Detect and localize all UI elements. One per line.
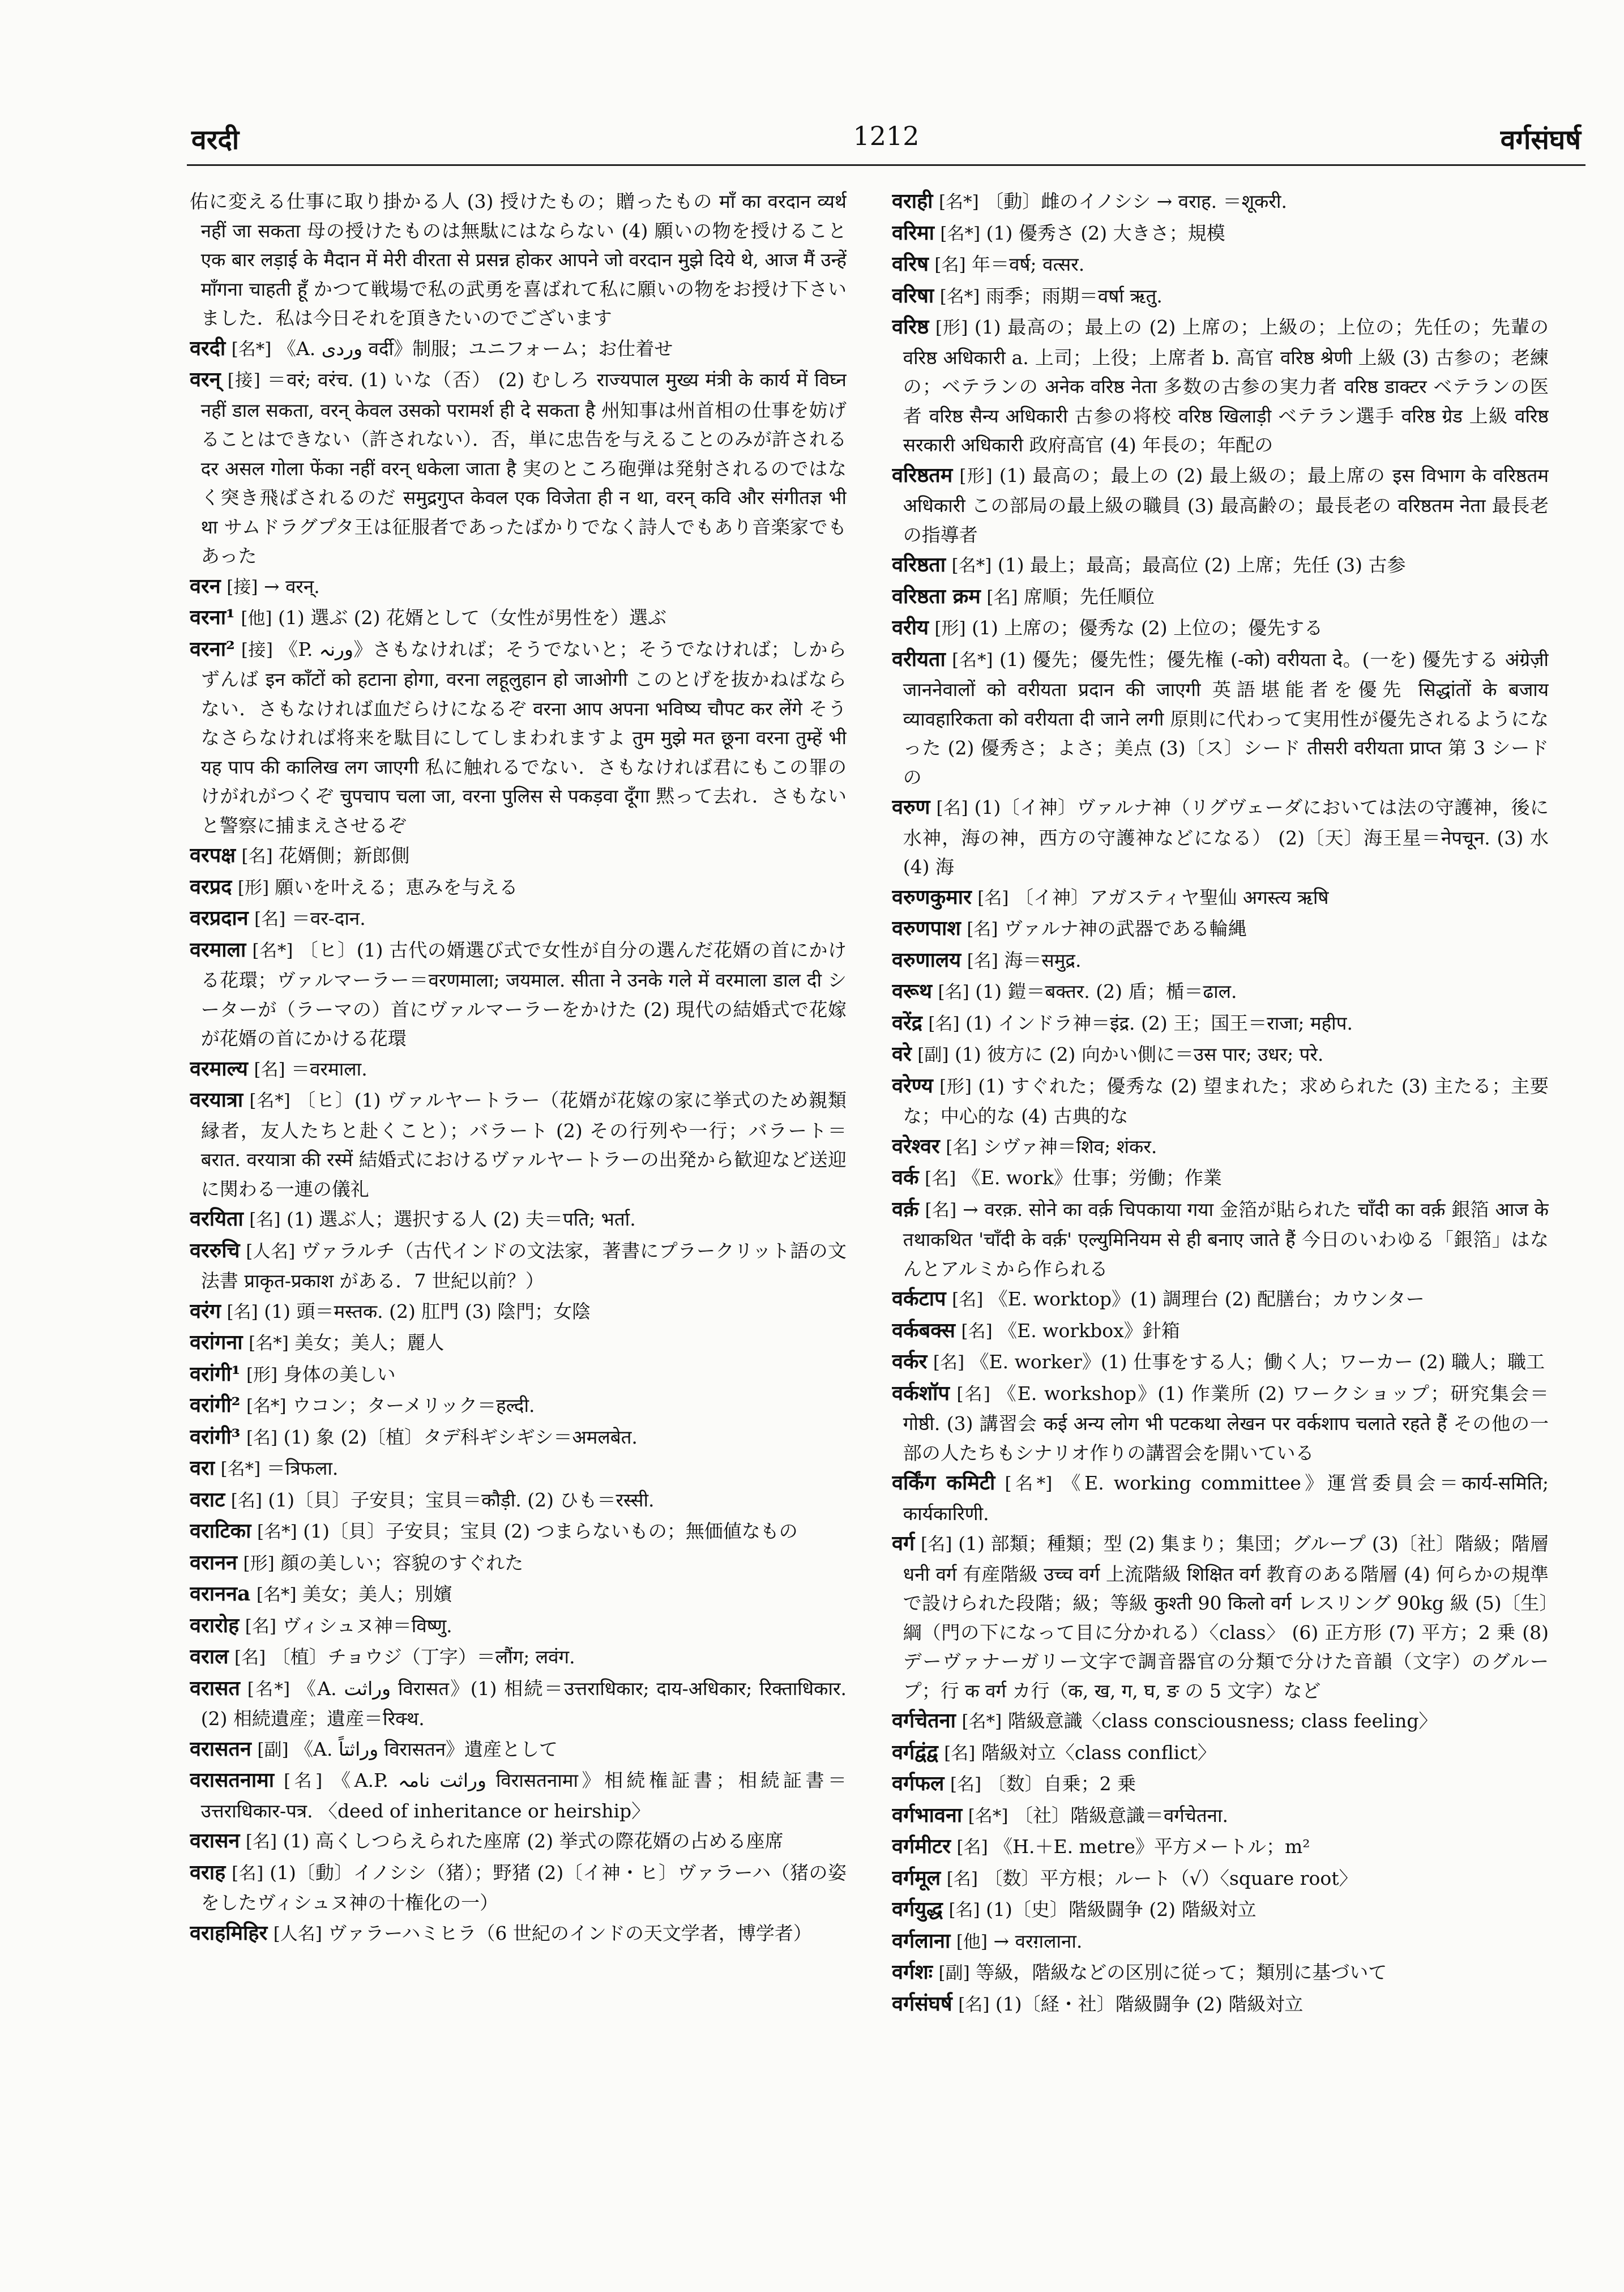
entry-part-of-speech: [名*]: [249, 1333, 289, 1354]
dictionary-entry: [892, 1895, 1549, 1926]
entry-headword: वर्गफल: [892, 1772, 945, 1795]
entry-part-of-speech: [名]: [948, 1900, 980, 1920]
dictionary-entry: [190, 1548, 847, 1579]
entry-definition: ヴァルナ神の武器である輪縄: [1004, 917, 1247, 940]
entry-definition: 階級対立〈class conflict〉: [981, 1741, 1216, 1764]
entry-headword: वर्क़: [892, 1197, 919, 1221]
entry-definition: 〔ヒ〕(1) ヴァルヤートラー（花婿が花嫁の家に挙式のため親類縁者，友人たちと赴くこと）；バラート (2) その行列や一行；バラート＝बरात. वरयात्रा की रस्में 結婚式におけるヴァルヤートラーの出発から歓迎など送迎に関わる一連の儀礼: [200, 1089, 847, 1200]
entry-definition: 《E. workbox》針箱: [998, 1319, 1180, 1342]
dictionary-entry: [190, 904, 847, 934]
entry-part-of-speech: [名]: [956, 1384, 990, 1405]
entry-part-of-speech: [名]: [986, 587, 1018, 608]
entry-definition: 年＝वर्ष; वत्सर.: [972, 253, 1085, 275]
entry-headword: वराट: [190, 1487, 225, 1512]
entry-part-of-speech: [他]: [956, 1931, 988, 1952]
dictionary-entry: [892, 914, 1549, 945]
entry-definition: 佑に変える仕事に取り掛かる人 (3) 授けたもの；贈ったもの माँ का वरदान व्यर्थ नहीं जा सकता 母の授けたものは無駄にはならない (4) 願いの物を授けること एक बार लड़ाई के मैदान में मेरी वीरता से प्रसन्न होकर आपने जो वरदान मुझे दिये थे, आज मैं उन्हें माँगना चाहती हूँ かつて戦場で私の武勇を喜ばれて私に願いの物をお授け下さいました．私は今日それを頂きたいのでございます: [190, 190, 847, 329]
entry-part-of-speech: [名]: [245, 1832, 277, 1852]
entry-headword: वरिष्ठता क्रम: [892, 584, 981, 608]
dictionary-entry: [892, 461, 1549, 550]
entry-part-of-speech: [名]: [956, 1837, 988, 1858]
entry-definition: ＝वर-दान.: [291, 907, 366, 929]
dictionary-entry: [190, 1328, 847, 1359]
entry-part-of-speech: [形]: [243, 1553, 275, 1574]
entry-definition: シヴァ神＝शिव; शंकर.: [982, 1135, 1157, 1158]
entry-headword: वरप्रद: [190, 874, 232, 899]
dictionary-entry: [190, 1086, 847, 1203]
entry-headword: वरासतन: [190, 1736, 251, 1761]
dictionary-entry: [190, 1919, 847, 1949]
entry-part-of-speech: [名*]: [257, 1522, 297, 1542]
dictionary-entry: [190, 841, 847, 872]
entry-definition: (1) 彼方に (2) 向かい側に＝उस पार; उधर; परे.: [954, 1043, 1324, 1065]
entry-definition: 《E. work》仕事；労働；作業: [961, 1167, 1222, 1189]
entry-headword: वर्गमीटर: [892, 1834, 951, 1858]
entry-definition: 《P. ورنہ》さもなければ；そうでないと；そうでなければ；しからずんば इन काँटों को हटाना होगा, वरना लहूलुहान हो जाओगी このとげを抜かねばならない．さもなければ血だらけになるぞ वरना आप अपना भविष्य चौपट कर लेंगे そうなさらなければ将来を駄目にしてしまわれますよ तुम मुझे मत छूना वरना तुम्हें भी यह पाप की कालिख लग जाएगी 私に触れるでない．さもなければ君にもこの罪のけがれがつくぞ चुपचाप चला जा, वरना पुलिस से पकड़वा दूँगा 黙って去れ．さもないと警察に捕まえさせるぞ: [200, 638, 847, 836]
entry-part-of-speech: [名]: [967, 950, 998, 971]
entry-headword: वर्गयुद्ध: [892, 1897, 943, 1921]
entry-headword: वरिष्ठ: [892, 315, 929, 339]
entry-headword: वर्कबक्स: [892, 1318, 955, 1342]
entry-part-of-speech: [名*]: [961, 1711, 1002, 1732]
dictionary-entry: [190, 1735, 847, 1765]
entry-part-of-speech: [名]: [254, 909, 286, 929]
dictionary-entry: [190, 1611, 847, 1642]
entry-definition: 願いを叶える；恵みを与える: [275, 876, 518, 898]
dictionary-entry: [190, 873, 847, 903]
dictionary-entry: [190, 1674, 847, 1734]
entry-part-of-speech: [名]: [925, 1200, 957, 1220]
entry-headword: वरना¹: [190, 605, 235, 629]
entry-headword: वराटिका: [190, 1519, 251, 1543]
entry-definition: 等級，階級などの区別に従って；類別に基づいて: [976, 1961, 1387, 1983]
dictionary-entry: [892, 281, 1549, 312]
dictionary-entry: [190, 1423, 847, 1453]
dictionary-entry: [190, 1205, 847, 1235]
entry-headword: वराल: [190, 1645, 229, 1668]
entry-definition: (1) 優秀さ (2) 大きさ；規模: [986, 221, 1225, 244]
dictionary-entry: [892, 883, 1549, 914]
entry-headword: वरमाल्य: [190, 1056, 248, 1081]
entry-headword: वर्गद्वंद्व: [892, 1740, 938, 1764]
entry-part-of-speech: [副]: [938, 1963, 970, 1983]
entry-part-of-speech: [名]: [245, 1616, 276, 1637]
entry-part-of-speech: [名]: [226, 1301, 258, 1322]
entry-part-of-speech: [名*]: [247, 1679, 290, 1700]
entry-definition: ヴァラルチ（古代インドの文法家，著書にプラークリット語の文法書 प्राकृत-प्रकाश がある．7 世紀以前？）: [200, 1239, 847, 1292]
entry-definition: 《A.P. وراثت نامہ विरासतनामा》相続権証書；相続証書＝उत्तराधिकार-पत्र. 〈deed of inheritance or heirship〉: [200, 1769, 847, 1822]
entry-definition: 《A. وردی वर्दी》制服；ユニフォーム；お仕着せ: [277, 337, 673, 360]
entry-part-of-speech: [名]: [958, 1994, 990, 2015]
entry-part-of-speech: [接]: [226, 577, 258, 597]
entry-definition: (1) 最上；最高；最高位 (2) 上席；先任 (3) 古参: [997, 554, 1406, 576]
entry-part-of-speech: [形]: [934, 618, 966, 639]
entry-headword: वरा: [190, 1456, 215, 1480]
entry-part-of-speech: [人名]: [273, 1923, 322, 1944]
entry-headword: वरमाला: [190, 937, 246, 962]
dictionary-entry: [892, 187, 1549, 217]
entry-part-of-speech: [名*]: [939, 286, 980, 307]
entry-part-of-speech: [名*]: [252, 940, 293, 961]
entry-part-of-speech: [名]: [934, 255, 966, 275]
entry-part-of-speech: [名]: [920, 1534, 952, 1555]
entry-headword: वरानन: [190, 1550, 238, 1574]
entry-part-of-speech: [名]: [234, 1647, 266, 1668]
entry-headword: वरंग: [190, 1299, 221, 1323]
entry-headword: वराह: [190, 1860, 226, 1884]
entry-part-of-speech: [他]: [241, 608, 272, 629]
entry-headword: वरुणकुमार: [892, 885, 972, 909]
entry-definition: ＝वरमाला.: [291, 1057, 367, 1080]
entry-part-of-speech: [名]: [946, 1868, 978, 1889]
entry-definition: 《E. worktop》(1) 調理台 (2) 配膳台；カウンター: [989, 1288, 1425, 1310]
running-head-right: वर्गसंघर्ष: [1500, 124, 1581, 156]
entry-definition: → वरन्.: [263, 575, 320, 597]
entry-part-of-speech: [名*]: [249, 1091, 290, 1111]
entry-definition: 階級意識〈class consciousness; class feeling〉: [1007, 1710, 1438, 1732]
entry-headword: वरयिता: [190, 1207, 243, 1231]
entry-definition: 海＝समुद्र.: [1004, 949, 1082, 971]
entry-definition: (1) 最高の；最上の (2) 上席の；上級の；上位の；先任の；先輩の वरिष्ठ अधिकारी a. 上司；上役；上席者 b. 高官 वरिष्ठ श्रेणी 上級 (3) 古参の；老練の；ベテランの अनेक वरिष्ठ नेता 多数の古参の実力者 वरिष्ठ डाक्टर ベテランの医者 वरिष्ठ सैन्य अधिकारी 古参の将校 वरिष्ठ खिलाड़ी ベテラン選手 वरिष्ठ ग्रेड 上級 वरिष्ठ सरकारी अधिकारी 政府高官 (4) 年長の；年配の: [903, 316, 1549, 456]
entry-part-of-speech: [名*]: [952, 650, 993, 671]
entry-headword: वरदी: [190, 336, 226, 360]
entry-definition: 美女；美人；麗人: [294, 1331, 445, 1354]
entry-part-of-speech: [副]: [917, 1045, 949, 1065]
entry-definition: (1) 頭＝मस्तक. (2) 肛門 (3) 陰門；女陰: [264, 1300, 591, 1322]
entry-headword: वरयात्रा: [190, 1088, 243, 1112]
entry-headword: वरांगी²: [190, 1393, 241, 1417]
dictionary-entry: [892, 977, 1549, 1008]
dictionary-entry: [892, 1316, 1549, 1347]
dictionary-entry: [892, 645, 1549, 792]
entry-definition: 〔動〕雌のイノシシ → वराह. ＝शूकरी.: [985, 190, 1287, 212]
dictionary-entry: [190, 1766, 847, 1825]
entry-definition: 〔社〕階級意識＝वर्गचेतना.: [1014, 1804, 1228, 1826]
entry-headword: वरिष: [892, 252, 929, 276]
dictionary-entry: [892, 1009, 1549, 1039]
entry-definition: (1)〔貝〕子安貝；宝貝 (2) つまらないもの；無価値なもの: [303, 1520, 798, 1542]
entry-headword: वरेण्य: [892, 1073, 933, 1098]
dictionary-entry: [892, 1469, 1549, 1528]
entry-definition: (1) 最高の；最上の (2) 最上級の；最上席の इस विभाग के वरिष्ठतम अधिकारी この部局の最上級の職員 (3) 最高齢の；最長老の वरिष्ठतम नेता 最長老の指導者: [903, 464, 1549, 546]
entry-headword: वरे: [892, 1042, 912, 1066]
entry-headword: वर्किंग कमिटी: [892, 1471, 995, 1495]
entry-headword: वरेंद्र: [892, 1010, 922, 1035]
entry-headword: वररुचि: [190, 1238, 240, 1262]
entry-part-of-speech: [名*]: [939, 192, 979, 212]
dictionary-entry: [892, 550, 1549, 581]
dictionary-entry: [892, 1738, 1549, 1769]
dictionary-entry: [892, 1132, 1549, 1163]
dictionary-entry: [190, 334, 847, 365]
dictionary-entry: [892, 250, 1549, 280]
entry-headword: वरुण: [892, 795, 930, 819]
dictionary-entry: [892, 1284, 1549, 1315]
entry-definition: → वरग़लाना.: [993, 1930, 1083, 1952]
right-column: [892, 187, 1549, 2248]
entry-headword: वरासतनामा: [190, 1768, 275, 1792]
dictionary-entry: [190, 187, 847, 333]
dictionary-entry: [892, 1529, 1549, 1705]
entry-definition: 〔数〕自乗；2 乗: [987, 1773, 1136, 1795]
dictionary-entry: [892, 1163, 1549, 1194]
entry-definition: (1)〔経・社〕階級闘争 (2) 階級対立: [995, 1992, 1304, 2015]
entry-part-of-speech: [副]: [257, 1739, 289, 1760]
dictionary-entry: [892, 1832, 1549, 1863]
entry-part-of-speech: [名]: [977, 887, 1009, 908]
dictionary-entry: [892, 1347, 1549, 1378]
entry-part-of-speech: [名]: [946, 1137, 977, 1158]
dictionary-entry: [892, 1927, 1549, 1957]
entry-definition: 《E. working committee》運営委員会＝कार्य-समिति; कार्यकारिणी.: [903, 1472, 1549, 1525]
dictionary-entry: [190, 1642, 847, 1673]
running-head-left: वरदी: [191, 124, 240, 156]
dictionary-entry: [190, 1580, 847, 1610]
entry-definition: (1)〔イ神〕ヴァルナ神（リグヴェーダにおいては法の守護神，後に水神，海の神，西方の守護神などになる） (2)〔天〕海王星＝नेपचून. (3) 水 (4) 海: [903, 796, 1549, 878]
entry-definition: 《A. وراثتاً विरासतन》遺産として: [294, 1738, 558, 1760]
entry-headword: वरांगना: [190, 1330, 243, 1354]
entry-part-of-speech: [名*]: [951, 556, 992, 576]
entry-definition: 〔ヒ〕(1) 古代の婿選び式で女性が自分の選んだ花婿の首にかける花環；ヴァルマーラー＝वरणमाला; जयमाल. सीता ने उनके गले में वरमाला डाल दी シーターが（ラーマの）首にヴァルマーラーをかけた (2) 現代の結婚式で花嫁が花婿の首にかける花環: [200, 938, 847, 1049]
dictionary-entry: [892, 219, 1549, 249]
entry-definition: (1) 部類；種類；型 (2) 集まり；集団；グループ (3)〔社〕階級；階層 धनी वर्ग 有産階級 उच्च वर्ग 上流階級 शिक्षित वर्ग 教育のある階層 (4) 何らかの規準で設けられた段階；級；等級 कुश्ती 90 किलो वर्ग レスリング 90kg 級 (5)〔生〕綱（門の下になって目に分かれる）〈class〉 (6) 正方形 (7) 平方；2 乗 (8) デーヴァナーガリー文字で調音器官の分類で分けた音韻（文字）のグループ；行 क वर्ग カ行（क, ख, ग, घ, ङ の 5 文字）など: [903, 1533, 1549, 1702]
dictionary-entry: [892, 1379, 1549, 1468]
entry-part-of-speech: [名]: [246, 1427, 278, 1448]
entry-headword: वरना²: [190, 637, 235, 661]
entry-definition: (1) インドラ神＝इंद्र. (2) 王；国王＝राजा; महीप.: [965, 1011, 1353, 1034]
dictionary-entry: [190, 1236, 847, 1296]
entry-definition: (1) 選ぶ人；選択する人 (2) 夫＝पति; भर्ता.: [287, 1208, 636, 1230]
entry-part-of-speech: [名]: [925, 1168, 956, 1189]
entry-part-of-speech: [名*]: [940, 223, 981, 244]
entry-headword: वरीय: [892, 616, 929, 639]
entry-part-of-speech: [名*]: [220, 1459, 261, 1479]
entry-definition: 花婿側；新郎側: [279, 844, 410, 867]
entry-headword: वरांगी³: [190, 1424, 241, 1449]
entry-headword: वरप्रदान: [190, 906, 249, 930]
entry-definition: 《E. workshop》(1) 作業所 (2) ワークショップ；研究集会＝गोष्ठी. (3) 講習会 कई अन्य लोग भी पटकथा लेखन पर वर्कशाप चलाते रहते हैं その他の一部の人たちもシナリオ作りの講習会を開いている: [903, 1382, 1549, 1464]
entry-headword: वर्कशॉप: [892, 1381, 950, 1405]
entry-definition: (1) 上席の；優秀な (2) 上位の；優先する: [972, 617, 1323, 639]
entry-part-of-speech: [人名]: [246, 1241, 296, 1262]
entry-part-of-speech: [名]: [952, 1290, 984, 1310]
entry-definition: 《E. worker》(1) 仕事をする人；働く人；ワーカー (2) 職人；職工: [970, 1351, 1545, 1373]
entry-part-of-speech: [形]: [237, 877, 270, 898]
dictionary-entry: [190, 1391, 847, 1422]
header-divider: [187, 164, 1585, 166]
dictionary-entry: [190, 1858, 847, 1918]
entry-definition: 〔イ神〕アガスティヤ聖仙 अगस्त्य ऋषि: [1015, 886, 1329, 908]
dictionary-entry: [190, 1055, 847, 1085]
entry-part-of-speech: [名]: [961, 1321, 993, 1342]
entry-definition: ヴィシュヌ神＝विष्णु.: [282, 1614, 452, 1637]
entry-definition: ＝त्रिफला.: [266, 1457, 339, 1479]
dictionary-entry: [190, 1454, 847, 1484]
entry-part-of-speech: [名]: [933, 1352, 965, 1373]
dictionary-entry: [190, 365, 847, 571]
entry-definition: (1)〔史〕階級闘争 (2) 階級対立: [986, 1898, 1257, 1920]
entry-headword: वर्गशः: [892, 1960, 933, 1984]
dictionary-entry: [190, 1297, 847, 1328]
dictionary-entry: [190, 936, 847, 1053]
entry-headword: वरिष्ठतम: [892, 463, 953, 487]
entry-definition: (1)〔貝〕子安貝；宝貝＝कौड़ी. (2) ひも＝रस्सी.: [268, 1488, 655, 1511]
entry-definition: (1)〔動〕イノシシ（猪）；野猪 (2)〔イ神・ヒ〕ヴァラーハ（猪の姿をしたヴィシュヌ神の十権化の一）: [200, 1861, 847, 1914]
entry-headword: वरासत: [190, 1676, 240, 1700]
entry-definition: 《H.＋E. metre》平方メートル；m²: [994, 1836, 1310, 1858]
dictionary-entry: [190, 1486, 847, 1516]
entry-definition: 席順；先任順位: [1024, 585, 1155, 608]
entry-headword: वरांगी¹: [190, 1361, 241, 1386]
entry-definition: 《A. وراثت विरासत》(1) 相続＝उत्तराधिकार; दाय-अधिकार; रिक्ताधिकार. (2) 相続遺産；遺産＝रिक्थ.: [200, 1677, 847, 1730]
entry-part-of-speech: [接]: [241, 639, 273, 660]
entry-headword: वरन: [190, 574, 221, 598]
entry-part-of-speech: [名]: [944, 1743, 976, 1764]
entry-definition: → वरक़. सोने का वर्क़ चिपकाया गया 金箔が貼られた चाँदी का वर्क़ 銀箔 आज के तथाकथित 'चाँदी के वर्क़' एल्युमिनियम से ही बनाए जाते हैं 今日のいわゆる「銀箔」はなんとアルミから作られる: [903, 1198, 1549, 1280]
entry-headword: वरारोह: [190, 1613, 240, 1637]
entry-headword: वरन्: [190, 368, 221, 391]
entry-part-of-speech: [名]: [249, 1210, 281, 1230]
dictionary-entry: [892, 1072, 1549, 1131]
entry-headword: वरुणालय: [892, 947, 961, 972]
entry-headword: वरासन: [190, 1829, 240, 1853]
entry-part-of-speech: [形]: [935, 318, 968, 338]
entry-headword: वर्क: [892, 1166, 919, 1189]
entry-headword: वराहमिहिर: [190, 1920, 268, 1945]
dictionary-entry: [892, 582, 1549, 613]
dictionary-entry: [190, 1360, 847, 1390]
page-number: 1212: [853, 121, 920, 151]
entry-headword: वर्कर: [892, 1350, 928, 1373]
dictionary-entry: [892, 1195, 1549, 1284]
entry-headword: वराननa: [190, 1582, 251, 1606]
entry-definition: ウコン；ターメリック＝हल्दी.: [292, 1394, 535, 1416]
entry-definition: (1) 鎧＝बक्तर. (2) 盾；楯＝ढाल.: [975, 980, 1237, 1002]
entry-headword: वर्गलाना: [892, 1928, 951, 1953]
entry-headword: वर्ग: [892, 1531, 915, 1555]
dictionary-entry: [892, 1958, 1549, 1988]
entry-part-of-speech: [名]: [950, 1774, 982, 1795]
dictionary-entry: [892, 946, 1549, 976]
entry-headword: वरीयता: [892, 647, 946, 671]
entry-part-of-speech: [名*]: [256, 1585, 297, 1605]
entry-part-of-speech: [名*]: [246, 1396, 287, 1416]
entry-headword: वर्गचेतना: [892, 1709, 956, 1732]
entry-definition: 身体の美しい: [283, 1363, 396, 1385]
entry-headword: वर्गमूल: [892, 1866, 941, 1890]
entry-part-of-speech: [接]: [227, 370, 260, 391]
entry-headword: वर्गसंघर्ष: [892, 1991, 952, 2016]
entry-definition: (1) 優先；優先性；優先権 (-को) वरीयता दे。(一を) 優先する अंग्रेज़ी जाननेवालों को वरीयता प्रदान की जाएगी 英語堪能者を優先 सिद्धांतों के बजाय व्यावहारिकता को वरीयता दी जाने लगी 原則に代わって実用性が優先されるようになった (2) 優秀さ；よさ；美点 (3)〔ス〕シード तीसरी वरीयता प्राप्त 第 3 シードの: [903, 648, 1549, 788]
entry-part-of-speech: [名*]: [1005, 1474, 1053, 1494]
page-header: [187, 116, 1585, 156]
dictionary-entry: [892, 1990, 1549, 2020]
entry-headword: वरिष्ठता: [892, 553, 946, 577]
entry-part-of-speech: [名*]: [231, 339, 272, 360]
entry-headword: वरपक्ष: [190, 843, 236, 867]
dictionary-entry: [892, 313, 1549, 460]
dictionary-entry: [892, 613, 1549, 644]
entry-definition: 〔数〕平方根；ルート（√）〈square root〉: [984, 1867, 1358, 1889]
entry-part-of-speech: [名]: [232, 1863, 264, 1884]
entry-definition: 美女；美人；別嬪: [302, 1583, 452, 1605]
dictionary-entry: [892, 1769, 1549, 1800]
dictionary-entry: [190, 1517, 847, 1547]
entry-headword: वरूथ: [892, 979, 932, 1003]
entry-headword: वरेश्वर: [892, 1134, 940, 1158]
entry-definition: ＝वरं; वरंच. (1) いな（否） (2) むしろ राज्यपाल मुख्य मंत्री के कार्य में विघ्न नहीं डाल सकता, वरन् केवल उसको परामर्श ही दे सकता है 州知事は州首相の仕事を妨げることはできない（許されない）．否，単に忠告を与えることのみが許される दर असल गोला फेंका नहीं वरन् धकेला जाता है 実のところ砲弾は発射されるのではなく突き飛ばされるのだ समुद्रगुप्त केवल एक विजेता ही न था, वरन् कवि और संगीतज्ञ भी था サムドラグプタ王は征服者であったばかりでなく詩人でもあり音楽家でもあった: [200, 369, 847, 567]
entry-part-of-speech: [形]: [939, 1076, 972, 1097]
entry-headword: वर्गभावना: [892, 1803, 963, 1827]
entry-definition: (1) 選ぶ (2) 花婿として（女性が男性を）選ぶ: [278, 607, 666, 629]
dictionary-entry: [190, 635, 847, 840]
entry-headword: वरिषा: [892, 283, 934, 308]
entry-definition: (1) 高くしつらえられた座席 (2) 挙式の際花婿の占める座席: [283, 1830, 784, 1852]
entry-part-of-speech: [名]: [230, 1490, 262, 1511]
left-column: [190, 187, 847, 2248]
dictionary-entry: [892, 1040, 1549, 1070]
dictionary-entry: [190, 603, 847, 634]
dictionary-entry: [190, 1826, 847, 1857]
entry-headword: वरिमा: [892, 220, 934, 245]
entry-part-of-speech: [名]: [284, 1771, 323, 1791]
dictionary-entry: [892, 1801, 1549, 1832]
entry-definition: 顔の美しい；容貌のすぐれた: [280, 1551, 524, 1574]
entry-headword: वराही: [892, 189, 933, 213]
entry-part-of-speech: [形]: [959, 466, 993, 486]
dictionary-entry: [892, 1864, 1549, 1894]
entry-definition: 〔植〕チョウジ（丁字）＝लौंग; लवंग.: [271, 1646, 575, 1668]
entry-headword: वर्कटाप: [892, 1287, 946, 1311]
entry-part-of-speech: [名]: [967, 919, 998, 940]
entry-headword: वरुणपाश: [892, 916, 961, 940]
entry-part-of-speech: [名*]: [968, 1806, 1008, 1826]
dictionary-entry: [892, 793, 1549, 882]
entry-part-of-speech: [名]: [938, 982, 969, 1002]
dictionary-entry: [892, 1706, 1549, 1737]
entry-definition: (1) すぐれた；優秀な (2) 望まれた；求められた (3) 主たる；主要な；中心的な (4) 古典的な: [903, 1074, 1549, 1127]
entry-definition: 雨季；雨期＝वर्षा ऋतु.: [985, 284, 1163, 307]
entry-part-of-speech: [形]: [246, 1364, 278, 1385]
entry-definition: (1) 象 (2)〔植〕タデ科ギシギシ＝अमलबेत.: [283, 1425, 638, 1448]
dictionary-entry: [190, 572, 847, 603]
entry-part-of-speech: [名]: [241, 846, 273, 867]
entry-part-of-speech: [名]: [254, 1059, 285, 1080]
entry-part-of-speech: [名]: [936, 798, 968, 818]
entry-definition: ヴァラーハミヒラ（6 世紀のインドの天文学者，博学者）: [328, 1922, 812, 1944]
entry-part-of-speech: [名]: [928, 1013, 960, 1034]
